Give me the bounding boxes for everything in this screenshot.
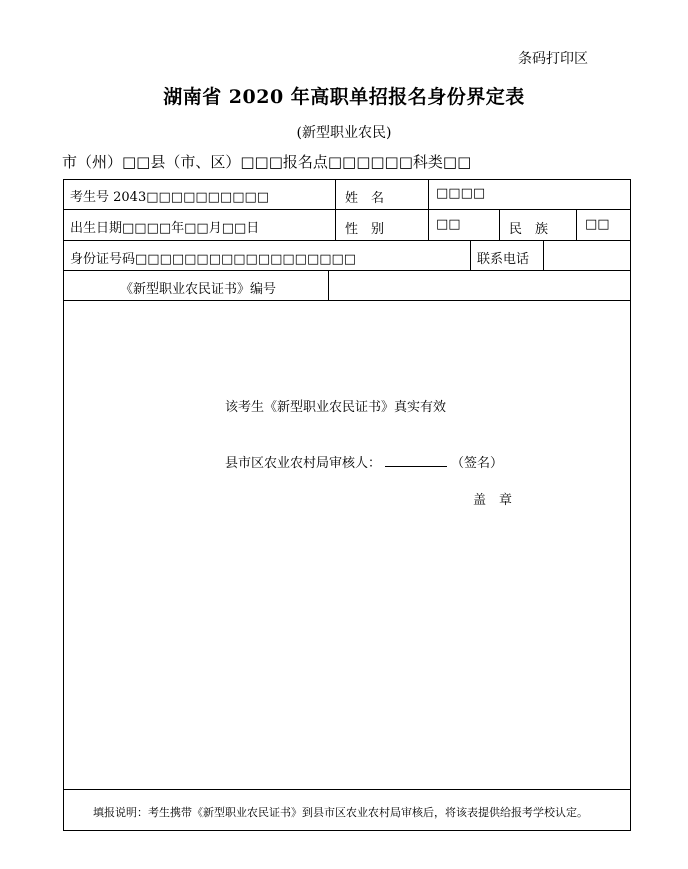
identity-form-table [63, 179, 631, 831]
ethnicity-label: 民 族 [509, 222, 549, 237]
form-subtitle: (新型职业农民) [296, 125, 392, 141]
col-divider [428, 180, 429, 240]
row-divider [64, 300, 630, 301]
phone-field[interactable] [550, 246, 626, 268]
valid-statement: 该考生《新型职业农民证书》真实有效 [225, 400, 447, 415]
fill-instructions: 填报说明：考生携带《新型职业农民证书》到县市区农业农村局审核后，将该表提供给报考学校认定。 [93, 806, 588, 819]
col-divider [543, 240, 544, 270]
name-label: 姓 名 [345, 191, 385, 206]
col-divider [576, 209, 577, 240]
ethnicity-field[interactable]: □□ [585, 217, 610, 232]
seal-label: 盖 章 [473, 493, 513, 508]
id-number-field[interactable]: 身份证号码□□□□□□□□□□□□□□□□□□ [70, 252, 357, 267]
location-line[interactable]: 市（州）□□县（市、区）□□□报名点□□□□□□科类□□ [62, 153, 472, 171]
reviewer-line [225, 452, 503, 471]
birth-date-field[interactable]: 出生日期□□□□年□□月□□日 [70, 221, 260, 236]
col-divider [328, 270, 329, 300]
reviewer-label: 县市区农业农村局审核人： [225, 456, 382, 471]
gender-label: 性 别 [345, 222, 385, 237]
certificate-number-field[interactable] [334, 276, 626, 298]
name-field[interactable]: □□□□ [436, 186, 486, 201]
row-divider [64, 209, 630, 210]
col-divider [470, 240, 471, 270]
reviewer-signature-field[interactable] [385, 454, 447, 467]
row-divider [64, 789, 630, 790]
gender-field[interactable]: □□ [436, 217, 461, 232]
row-divider [64, 270, 630, 271]
barcode-area-label: 条码打印区 [518, 51, 588, 67]
exam-number-field[interactable]: 考生号 2043□□□□□□□□□□ [70, 190, 270, 205]
signature-note: （签名） [451, 456, 504, 471]
row-divider [64, 240, 630, 241]
col-divider [335, 180, 336, 240]
phone-label: 联系电话 [477, 252, 530, 267]
form-title: 湖南省 2020 年高职单招报名身份界定表 [163, 86, 525, 108]
certificate-number-label: 《新型职业农民证书》编号 [120, 282, 277, 297]
col-divider [499, 209, 500, 240]
